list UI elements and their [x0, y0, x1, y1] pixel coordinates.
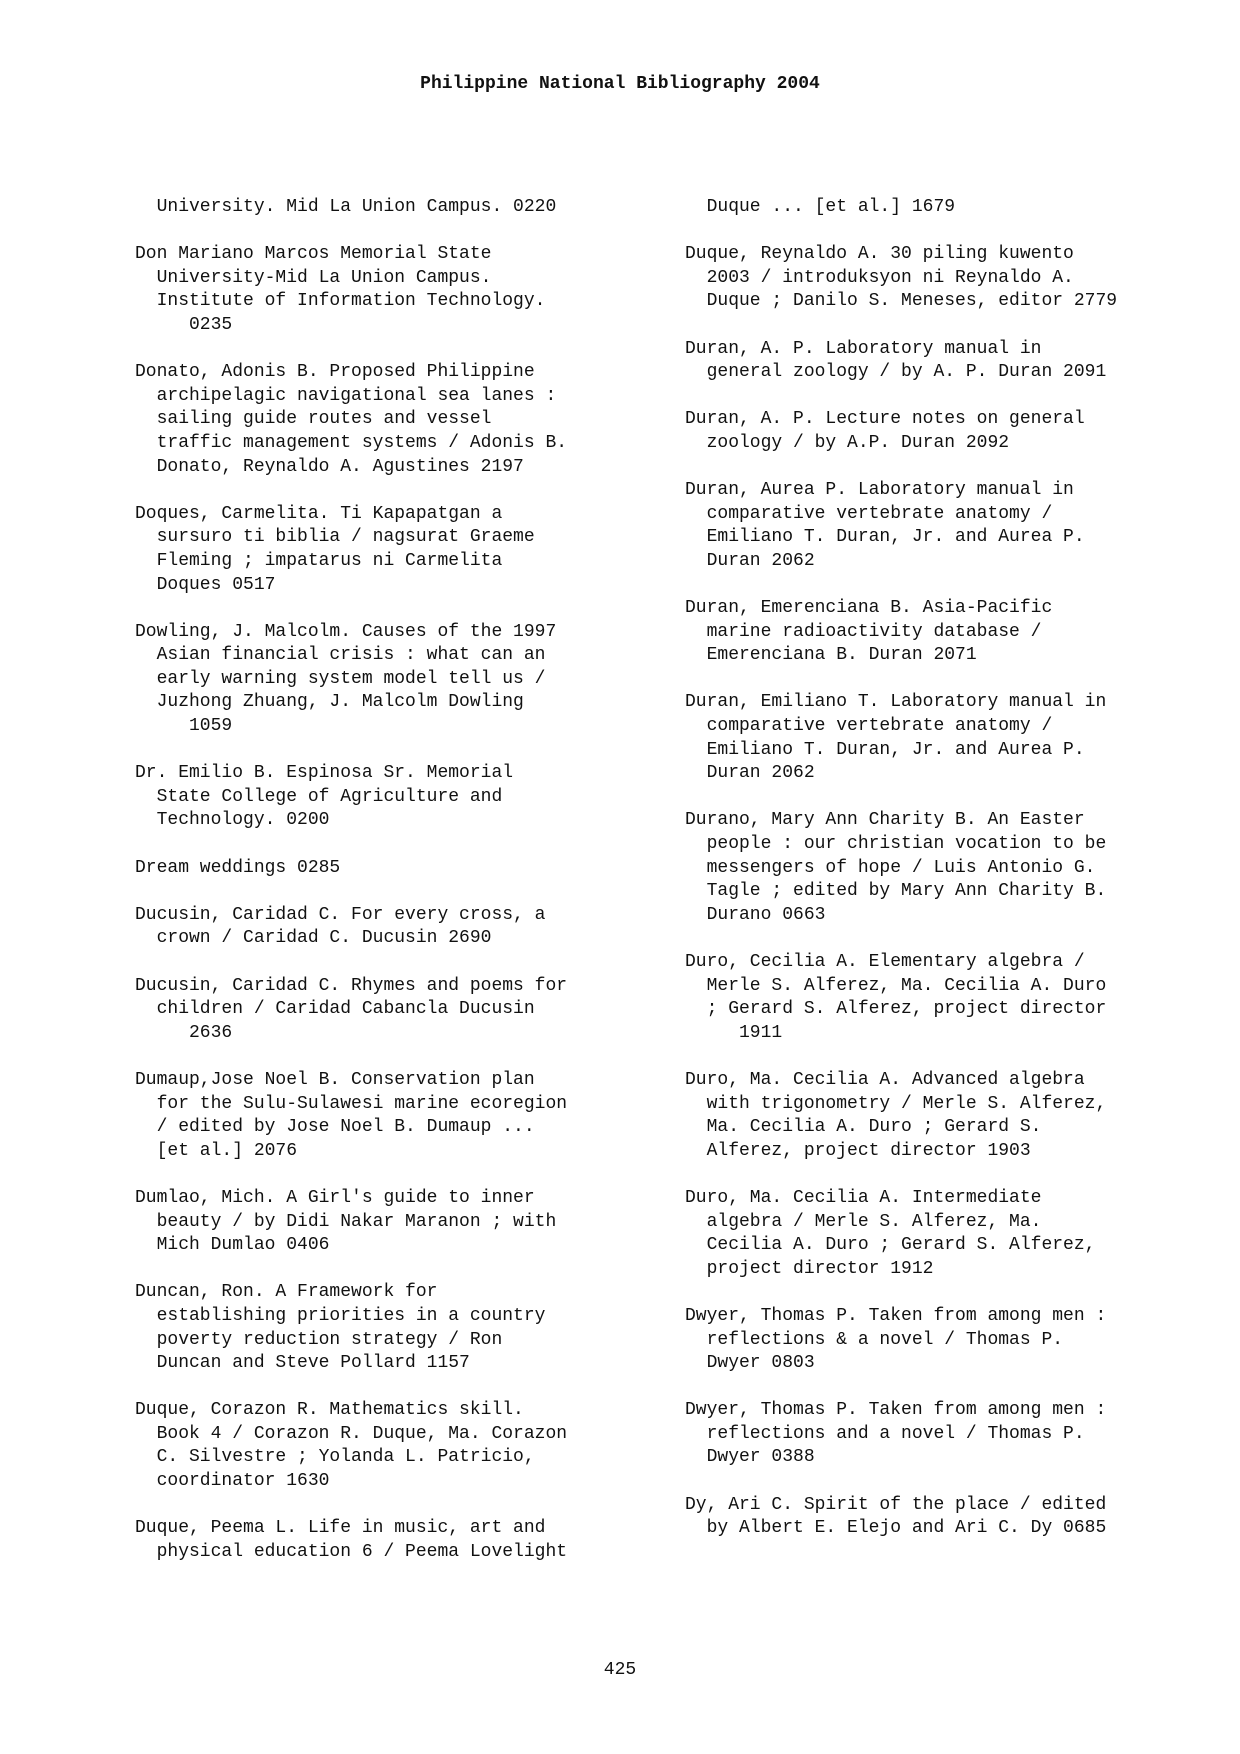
- bibliography-entry: Duque, Reynaldo A. 30 piling kuwento 2003 / introduksyon ni Reynaldo A. Duque ; Danilo S. Meneses, editor 2779: [685, 244, 1118, 312]
- bibliography-entry: Ducusin, Caridad C. For every cross, a crown / Caridad C. Ducusin 2690: [135, 904, 546, 949]
- bibliography-entry: Duncan, Ron. A Framework for establishing priorities in a country poverty reduction strategy / Ron Duncan and Steve Pollard 1157: [135, 1282, 546, 1374]
- bibliography-entry: Ducusin, Caridad C. Rhymes and poems for children / Caridad Cabancla Ducusin 2636: [135, 975, 568, 1043]
- bibliography-entry: Dwyer, Thomas P. Taken from among men : reflections and a novel / Thomas P. Dwyer 0388: [685, 1400, 1107, 1468]
- page-title: Philippine National Bibliography 2004: [420, 74, 820, 94]
- bibliography-entry: University. Mid La Union Campus. 0220: [135, 197, 557, 217]
- page-number: 425: [603, 1660, 637, 1680]
- bibliography-entry: Duque ... [et al.] 1679: [685, 197, 956, 217]
- bibliography-entry: Don Mariano Marcos Memorial State University-Mid La Union Campus. Institute of Information Technology. 0235: [135, 244, 546, 335]
- bibliography-entry: Durano, Mary Ann Charity B. An Easter people : our christian vocation to be messengers of hope / Luis Antonio G. Tagle ; edited by Mary Ann Charity B. Durano 0663: [685, 810, 1107, 925]
- right-column: [685, 196, 1225, 1564]
- bibliography-entry: Donato, Adonis B. Proposed Philippine archipelagic navigational sea lanes : sailing guide routes and vessel traffic management systems / Adonis B. Donato, Reynaldo A. Agustines 2197: [135, 362, 568, 477]
- bibliography-entry: Duro, Ma. Cecilia A. Advanced algebra with trigonometry / Merle S. Alferez, Ma. Cecilia A. Duro ; Gerard S. Alferez, project director 1903: [685, 1069, 1107, 1161]
- bibliography-entry: Duque, Corazon R. Mathematics skill. Book 4 / Corazon R. Duque, Ma. Corazon C. Silvestre ; Yolanda L. Patricio, coordinator 1630: [135, 1400, 568, 1492]
- bibliography-entry: Dy, Ari C. Spirit of the place / edited by Albert E. Elejo and Ari C. Dy 0685: [685, 1494, 1107, 1539]
- left-column: [135, 196, 675, 1588]
- bibliography-entry: Duque, Peema L. Life in music, art and physical education 6 / Peema Lovelight: [135, 1518, 568, 1562]
- bibliography-entry: Dowling, J. Malcolm. Causes of the 1997 Asian financial crisis : what can an early warning system model tell us / Juzhong Zhuang, J. Malcolm Dowling 1059: [135, 621, 557, 737]
- bibliography-entry: Doques, Carmelita. Ti Kapapatgan a sursuro ti biblia / nagsurat Graeme Fleming ; impatarus ni Carmelita Doques 0517: [135, 503, 535, 595]
- bibliography-entry: Dwyer, Thomas P. Taken from among men : reflections & a novel / Thomas P. Dwyer 0803: [685, 1305, 1107, 1374]
- bibliography-entry: Dr. Emilio B. Espinosa Sr. Memorial State College of Agriculture and Technology. 0200: [135, 763, 514, 831]
- bibliography-entry: Duran, Emerenciana B. Asia-Pacific marine radioactivity database / Emerenciana B. Duran 2071: [685, 598, 1053, 666]
- bibliography-entry: Duro, Cecilia A. Elementary algebra / Merle S. Alferez, Ma. Cecilia A. Duro ; Gerard S. Alferez, project director 1911: [685, 952, 1107, 1043]
- bibliography-entry: Dumaup,Jose Noel B. Conservation plan for the Sulu-Sulawesi marine ecoregion / edited by Jose Noel B. Dumaup ... [et al.] 2076: [135, 1069, 568, 1161]
- bibliography-entry: Duro, Ma. Cecilia A. Intermediate algebra / Merle S. Alferez, Ma. Cecilia A. Duro ; Gerard S. Alferez, project director 1912: [685, 1187, 1096, 1279]
- bibliography-entry: Duran, A. P. Lecture notes on general zoology / by A.P. Duran 2092: [685, 409, 1085, 453]
- bibliography-entry: Duran, Emiliano T. Laboratory manual in comparative vertebrate anatomy / Emiliano T. Duran, Jr. and Aurea P. Duran 2062: [685, 692, 1107, 784]
- bibliography-entry: Duran, A. P. Laboratory manual in general zoology / by A. P. Duran 2091: [685, 338, 1107, 383]
- bibliography-entry: Dream weddings 0285: [135, 857, 341, 878]
- bibliography-entry: Dumlao, Mich. A Girl's guide to inner beauty / by Didi Nakar Maranon ; with Mich Dumlao 0406: [135, 1187, 557, 1256]
- bibliography-entry: Duran, Aurea P. Laboratory manual in comparative vertebrate anatomy / Emiliano T. Duran, Jr. and Aurea P. Duran 2062: [685, 480, 1085, 571]
